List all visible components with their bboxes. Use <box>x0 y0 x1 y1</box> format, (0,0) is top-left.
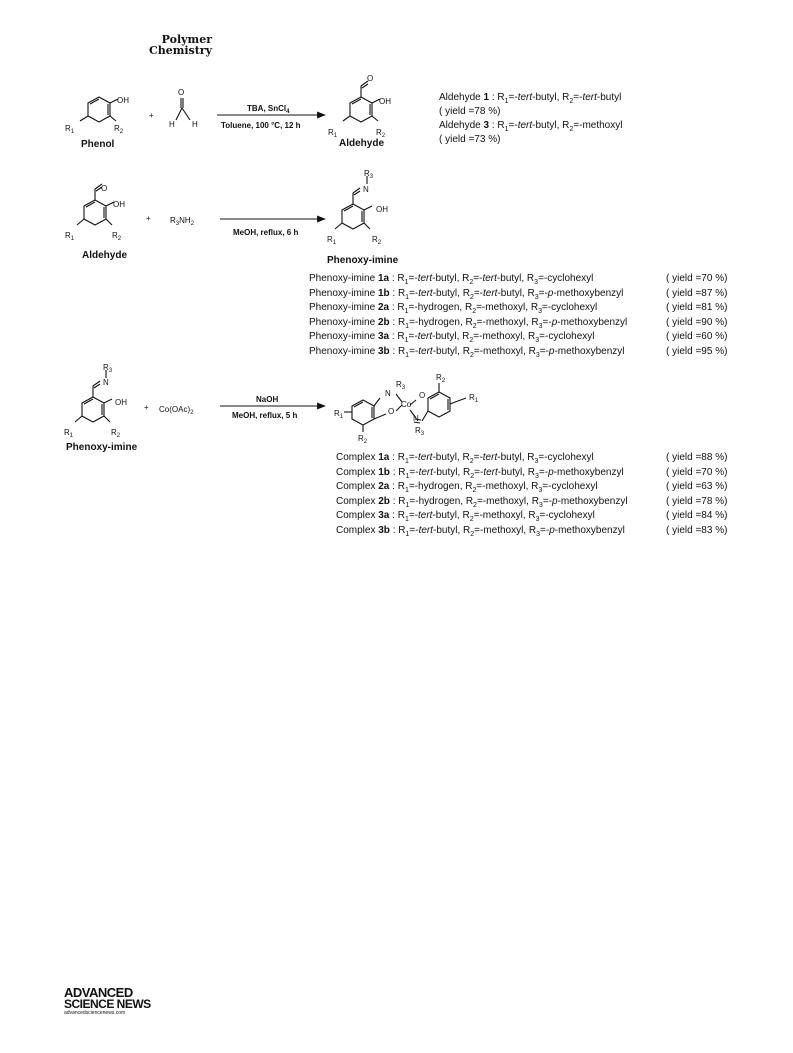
complex-yield-3a: ( yield =84 %) <box>666 510 728 522</box>
publisher-logo: ADVANCED SCIENCE NEWS advancedsciencenews.com <box>64 985 151 1016</box>
formaldehyde-structure <box>176 98 190 120</box>
svg-text:OH: OH <box>113 200 125 209</box>
svg-text:N: N <box>363 185 369 194</box>
svg-text:R2: $R_2$ <box>114 124 124 135</box>
aldehyde-product-label: Aldehyde <box>339 138 385 149</box>
aldehyde-reactant-label: Aldehyde <box>82 250 128 261</box>
svg-text:R1: $R_1$ <box>334 409 344 420</box>
phenoxy-imine-yield-2a: ( yield =81 %) <box>666 302 728 314</box>
step2-conditions: MeOH, reflux, 6 h <box>233 228 299 237</box>
phenoxy-imine-yield-2b: ( yield =90 %) <box>666 316 728 328</box>
svg-text:R2: $R_2$ <box>436 373 446 384</box>
phenoxy-imine-row-3a: Phenoxy-imine 3a : $R_1=-tert$-butyl, $R_2=$-methoxyl, $R_3=$-cyclohexyl <box>309 331 595 345</box>
complex-yield-3b: ( yield =83 %) <box>666 525 728 536</box>
complex-row-1b: Complex 1b : $R_1=-tert$-butyl, $R_2=-tert$-butyl, $R_3=-p$-methoxybenzyl <box>336 466 624 480</box>
svg-text:N: N <box>413 414 419 423</box>
svg-text:N: N <box>385 389 391 398</box>
svg-text:R1: $R_1$ <box>64 428 74 439</box>
svg-text:OH: OH <box>379 97 391 106</box>
svg-text:R1: $R_1$ <box>327 235 337 246</box>
step3-reagents: NaOH <box>256 395 279 404</box>
svg-text:OH: OH <box>376 205 388 214</box>
svg-text:O: O <box>419 391 426 400</box>
complex-row-3b: Complex 3b : $R_1=-tert$-butyl, $R_2=$-methoxyl, $R_3=-p$-methoxybenzyl <box>336 525 625 538</box>
aldehyde-3-yield: ( yield =73 %) <box>439 134 501 145</box>
cobalt-acetate-reagent: $Co(OAc)_2$ <box>159 405 194 416</box>
svg-text:O: O <box>101 184 108 193</box>
journal-title: Polymer Chemistry <box>148 33 212 57</box>
phenoxy-imine-row-1a: Phenoxy-imine 1a : $R_1=-tert$-butyl, $R_2=-tert$-butyl, $R_3=$-cyclohexyl <box>309 273 594 286</box>
svg-text:R3: $R_3$ <box>103 363 113 374</box>
complex-yield-1b: ( yield =70 %) <box>666 466 728 478</box>
phenoxy-imine-row-2b: Phenoxy-imine 2b : $R_1=$-hydrogen, $R_2=$-methoxyl, $R_3=-p$-methoxybenzyl <box>309 316 628 330</box>
svg-text:Co: Co <box>401 400 412 409</box>
svg-text:O: O <box>367 74 374 83</box>
svg-text:O: O <box>388 407 395 416</box>
complex-row-1a: Complex 1a : $R_1=-tert$-butyl, $R_2=-tert$-butyl, $R_3=$-cyclohexyl <box>336 452 594 465</box>
complex-yield-2a: ( yield =63 %) <box>666 481 728 493</box>
phenoxy-imine-row-3b: Phenoxy-imine 3b : $R_1=-tert$-butyl, $R_2=$-methoxyl, $R_3=-p$-methoxybenzyl <box>309 346 625 359</box>
svg-text:OH: OH <box>117 96 129 105</box>
svg-text:R3: $R_3$ <box>396 380 406 391</box>
svg-text:R2: $R_2$ <box>376 128 386 139</box>
svg-text:R1: $R_1$ <box>65 124 75 135</box>
aldehyde-1-yield: ( yield =78 %) <box>439 106 501 117</box>
svg-text:O: O <box>178 88 185 97</box>
svg-text:N: N <box>103 378 109 387</box>
svg-text:R1: $R_1$ <box>328 128 338 139</box>
complex-row-3a: Complex 3a : $R_1=-tert$-butyl, $R_2=$-methoxyl, $R_3=$-cyclohexyl <box>336 510 595 524</box>
svg-text:R2: $R_2$ <box>111 428 121 439</box>
phenoxy-imine-yield-1a: ( yield =70 %) <box>666 273 728 284</box>
aldehyde-product-structure <box>343 81 380 122</box>
phenoxy-imine-yield-3b: ( yield =95 %) <box>666 346 728 357</box>
svg-text:R1: $R_1$ <box>469 393 479 404</box>
phenoxy-imine-product-label: Phenoxy-imine <box>327 255 399 266</box>
phenol-label: Phenol <box>81 139 115 150</box>
amine-reagent: $R_3NH_2$ <box>170 216 195 227</box>
complex-yield-2b: ( yield =78 %) <box>666 495 728 507</box>
complex-row-2b: Complex 2b : $R_1=$-hydrogen, $R_2=$-methoxyl, $R_3=-p$-methoxybenzyl <box>336 495 628 509</box>
svg-text:+: + <box>146 214 151 223</box>
svg-text:R3: $R_3$ <box>415 426 425 437</box>
aldehyde-1-result: Aldehyde 1 : $R_1=-tert$-butyl, $R_2=-tert$-butyl <box>439 92 622 105</box>
svg-text:+: + <box>149 111 154 120</box>
phenoxy-imine-reactant-label: Phenoxy-imine <box>66 442 138 453</box>
step3-conditions: MeOH, reflux, 5 h <box>232 411 298 420</box>
svg-text:R2: $R_2$ <box>372 235 382 246</box>
formaldehyde-h-left: H <box>169 120 175 129</box>
complex-yield-1a: ( yield =88 %) <box>666 452 728 463</box>
phenol-structure <box>80 97 118 122</box>
formaldehyde-h-right: H <box>192 120 198 129</box>
svg-text:OH: OH <box>115 398 127 407</box>
svg-text:R3: $R_3$ <box>364 169 374 180</box>
svg-text:R2: $R_2$ <box>112 231 122 242</box>
svg-text:R2: $R_2$ <box>358 434 368 445</box>
phenoxy-imine-row-1b: Phenoxy-imine 1b : $R_1=-tert$-butyl, $R_2=-tert$-butyl, $R_3=-p$-methoxybenzyl <box>309 287 624 301</box>
aldehyde-reactant-structure <box>77 184 114 225</box>
phenoxy-imine-yield-1b: ( yield =87 %) <box>666 287 728 299</box>
complex-row-2a: Complex 2a : $R_1=$-hydrogen, $R_2=$-methoxyl, $R_3=$-cyclohexyl <box>336 481 598 495</box>
phenoxy-imine-yield-3a: ( yield =60 %) <box>666 331 728 343</box>
step1-conditions: Toluene, 100 °C, 12 h <box>221 121 301 130</box>
aldehyde-3-result: Aldehyde 3 : $R_1=-tert$-butyl, $R_2=$-methoxyl <box>439 120 623 133</box>
svg-text:R1: $R_1$ <box>65 231 75 242</box>
svg-text:+: + <box>144 403 149 412</box>
phenoxy-imine-product-structure <box>335 176 372 229</box>
step1-reagents: TBA, SnCl$_4$ <box>247 104 290 115</box>
phenoxy-imine-row-2a: Phenoxy-imine 2a : $R_1=$-hydrogen, $R_2=$-methoxyl, $R_3=$-cyclohexyl <box>309 302 598 316</box>
